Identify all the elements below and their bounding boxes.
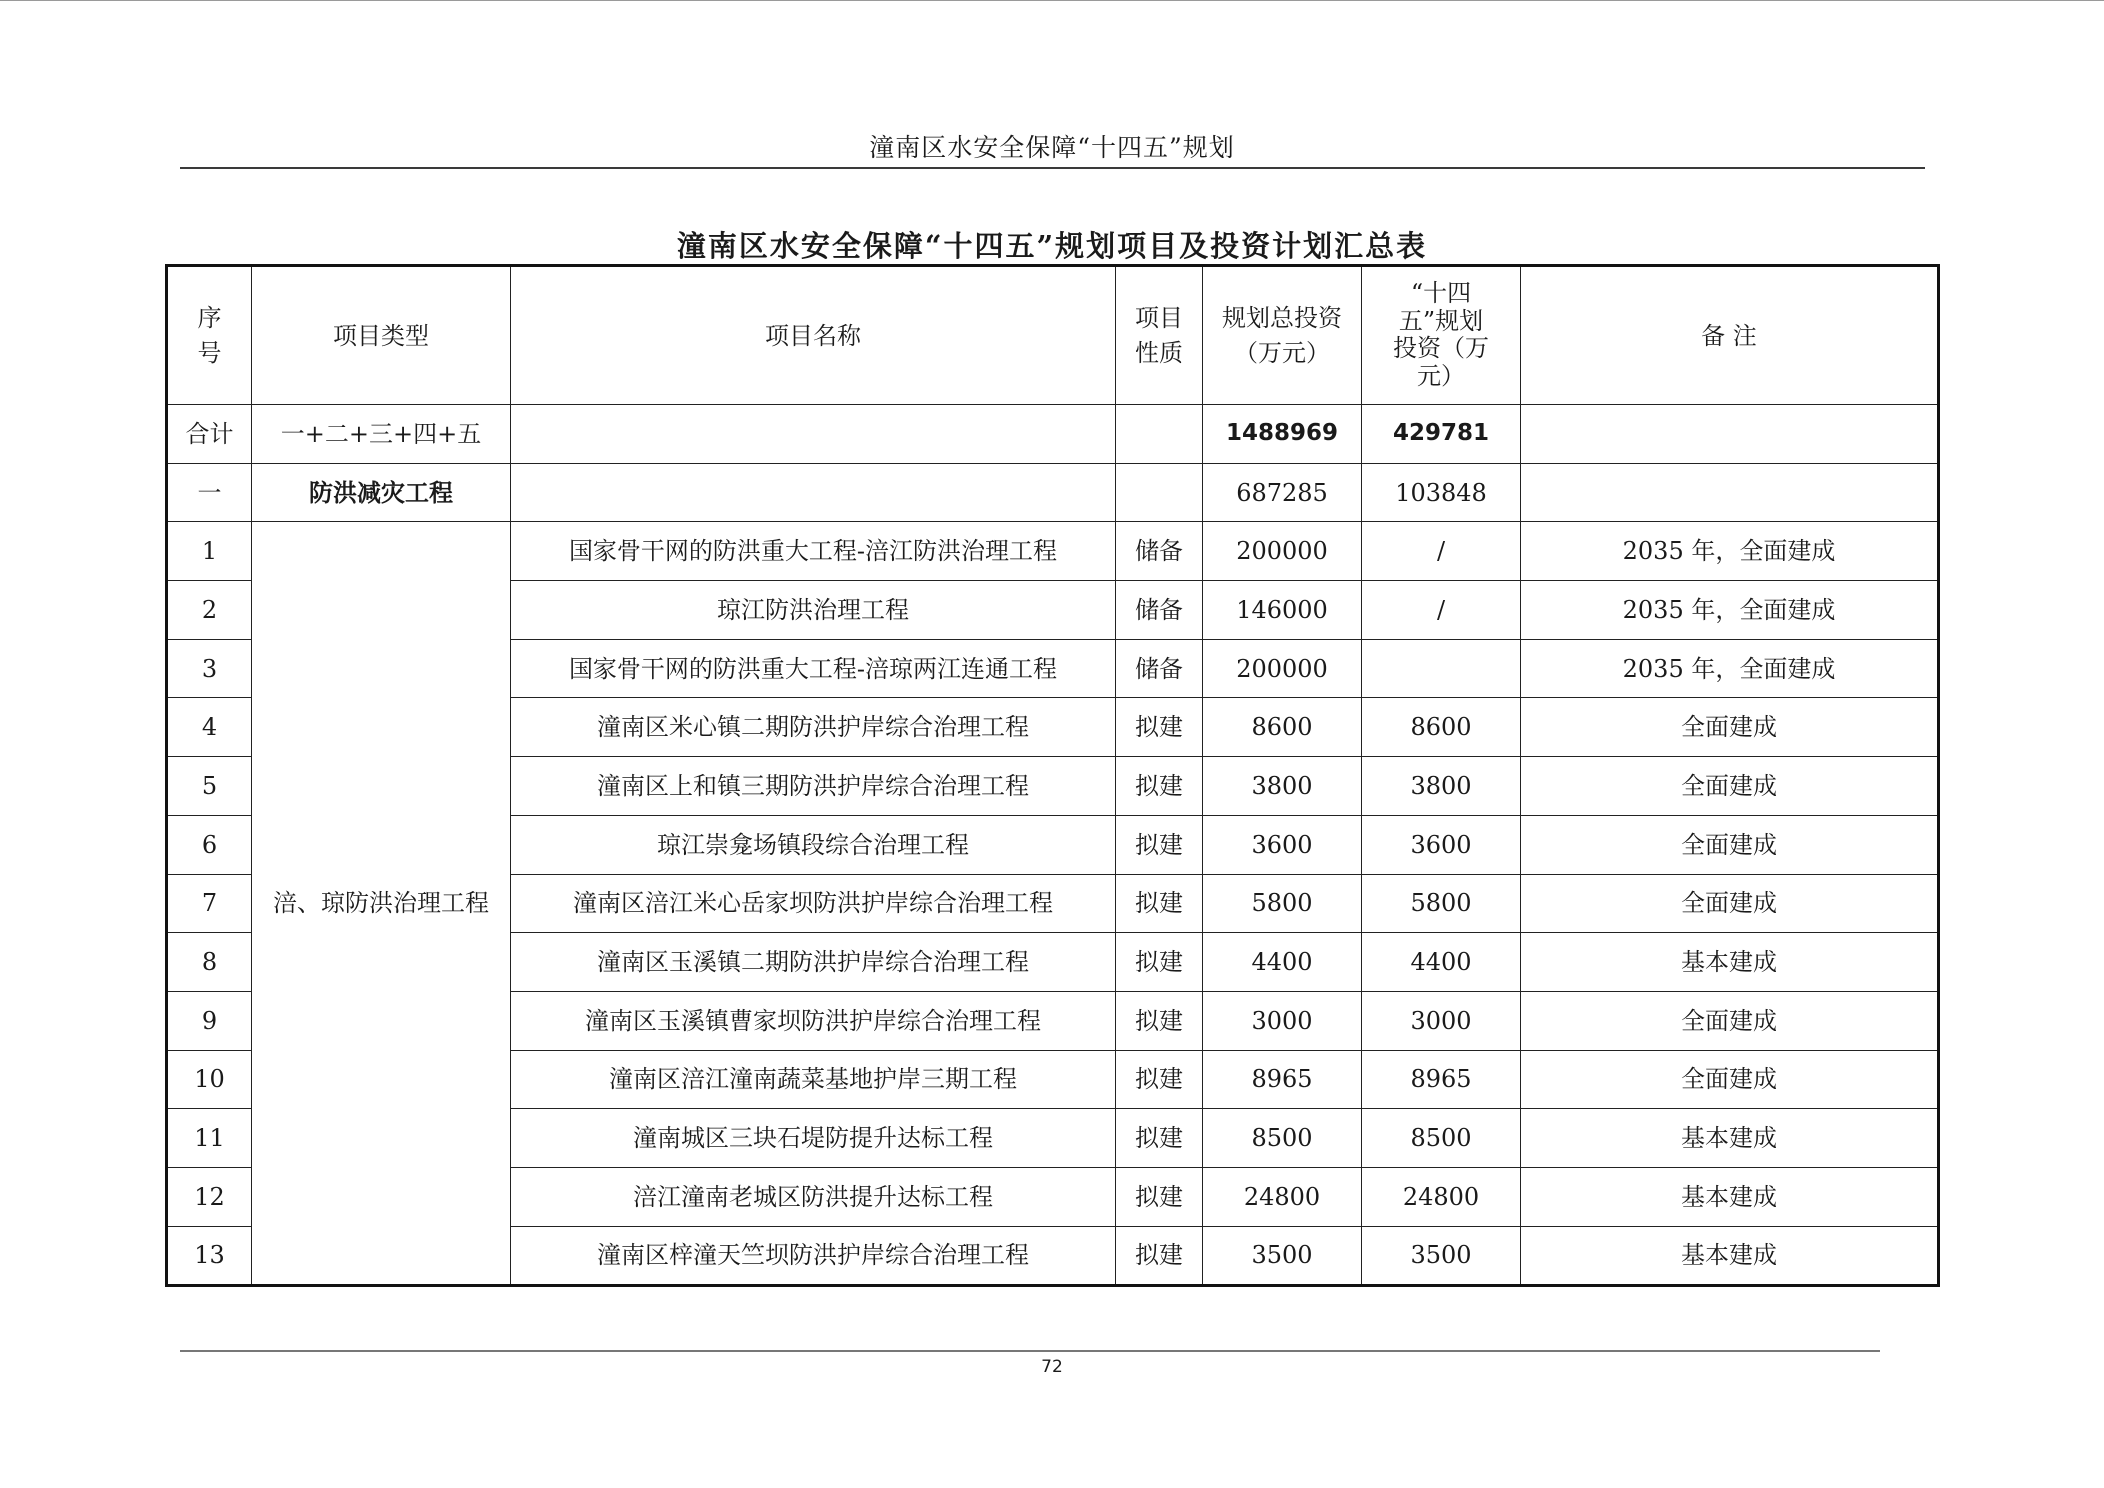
total-total-invest: 1488969: [1203, 405, 1362, 464]
row-nature: 拟建: [1116, 874, 1203, 933]
row-nature: 拟建: [1116, 1050, 1203, 1109]
row-project-name: 涪江潼南老城区防洪提升达标工程: [511, 1167, 1116, 1226]
row-seq: 2: [167, 581, 252, 640]
category-nature: [1116, 463, 1203, 522]
row-project-name: 潼南区涪江米心岳家坝防洪护岸综合治理工程: [511, 874, 1116, 933]
row-plan-invest: /: [1362, 522, 1521, 581]
row-total-invest: 8500: [1203, 1109, 1362, 1168]
row-seq: 6: [167, 815, 252, 874]
row-nature: 储备: [1116, 581, 1203, 640]
row-total-invest: 8600: [1203, 698, 1362, 757]
row-project-name: 潼南区上和镇三期防洪护岸综合治理工程: [511, 757, 1116, 816]
row-project-name: 国家骨干网的防洪重大工程-涪琼两江连通工程: [511, 639, 1116, 698]
row-plan-invest: 8500: [1362, 1109, 1521, 1168]
row-seq: 12: [167, 1167, 252, 1226]
row-remark: 全面建成: [1521, 991, 1939, 1050]
table-header-row: [167, 266, 1939, 405]
row-project-name: 潼南区玉溪镇曹家坝防洪护岸综合治理工程: [511, 991, 1116, 1050]
row-plan-invest: /: [1362, 581, 1521, 640]
row-total-invest: 3000: [1203, 991, 1362, 1050]
total-nature: [1116, 405, 1203, 464]
row-total-invest: 146000: [1203, 581, 1362, 640]
row-nature: 拟建: [1116, 1167, 1203, 1226]
row-remark: 全面建成: [1521, 874, 1939, 933]
row-total-invest: 200000: [1203, 522, 1362, 581]
row-plan-invest: 4400: [1362, 933, 1521, 992]
total-seq: 合计: [167, 405, 252, 464]
row-total-invest: 4400: [1203, 933, 1362, 992]
total-name: [511, 405, 1116, 464]
row-nature: 拟建: [1116, 815, 1203, 874]
row-project-name: 琼江崇龛场镇段综合治理工程: [511, 815, 1116, 874]
row-total-invest: 24800: [1203, 1167, 1362, 1226]
row-total-invest: 5800: [1203, 874, 1362, 933]
row-plan-invest: [1362, 639, 1521, 698]
row-project-name: 潼南城区三块石堤防提升达标工程: [511, 1109, 1116, 1168]
row-seq: 1: [167, 522, 252, 581]
investment-summary-table: [165, 264, 1940, 1287]
category-remark: [1521, 463, 1939, 522]
row-seq: 10: [167, 1050, 252, 1109]
row-seq: 13: [167, 1226, 252, 1286]
row-seq: 7: [167, 874, 252, 933]
total-row: [167, 405, 1939, 464]
row-project-name: 潼南区玉溪镇二期防洪护岸综合治理工程: [511, 933, 1116, 992]
row-project-name: 潼南区米心镇二期防洪护岸综合治理工程: [511, 698, 1116, 757]
row-remark: 全面建成: [1521, 757, 1939, 816]
row-total-invest: 8965: [1203, 1050, 1362, 1109]
row-project-name: 琼江防洪治理工程: [511, 581, 1116, 640]
running-header: 潼南区水安全保障“十四五”规划: [869, 133, 1235, 162]
row-remark: 基本建成: [1521, 933, 1939, 992]
row-nature: 拟建: [1116, 757, 1203, 816]
header-nature: 项目性质: [1116, 266, 1203, 405]
row-total-invest: 3600: [1203, 815, 1362, 874]
row-plan-invest: 24800: [1362, 1167, 1521, 1226]
row-plan-invest: 5800: [1362, 874, 1521, 933]
footer-rule: [180, 1350, 1880, 1352]
row-plan-invest: 3000: [1362, 991, 1521, 1050]
table-row: [167, 522, 1939, 581]
row-nature: 拟建: [1116, 933, 1203, 992]
header-remark: 备 注: [1521, 266, 1939, 405]
row-remark: 基本建成: [1521, 1109, 1939, 1168]
category-type: 防洪减灾工程: [252, 463, 511, 522]
row-project-name: 国家骨干网的防洪重大工程-涪江防洪治理工程: [511, 522, 1116, 581]
category-seq: 一: [167, 463, 252, 522]
total-plan-invest: 429781: [1362, 405, 1521, 464]
row-nature: 储备: [1116, 522, 1203, 581]
row-total-invest: 3800: [1203, 757, 1362, 816]
row-remark: 全面建成: [1521, 815, 1939, 874]
row-seq: 5: [167, 757, 252, 816]
category-row: [167, 463, 1939, 522]
row-plan-invest: 8965: [1362, 1050, 1521, 1109]
row-remark: 基本建成: [1521, 1226, 1939, 1286]
row-plan-invest: 3600: [1362, 815, 1521, 874]
total-remark: [1521, 405, 1939, 464]
group-type-cell: 涪、琼防洪治理工程: [252, 522, 511, 1286]
category-total-invest: 687285: [1203, 463, 1362, 522]
row-remark: 2035 年，全面建成: [1521, 581, 1939, 640]
row-seq: 9: [167, 991, 252, 1050]
row-remark: 2035 年，全面建成: [1521, 522, 1939, 581]
row-project-name: 潼南区涪江潼南蔬菜基地护岸三期工程: [511, 1050, 1116, 1109]
row-nature: 拟建: [1116, 1226, 1203, 1286]
header-seq: 序号: [167, 266, 252, 405]
total-type: 一+二+三+四+五: [252, 405, 511, 464]
header-total-invest: 规划总投资（万元）: [1203, 266, 1362, 405]
page-top-border: [0, 0, 2104, 1]
row-nature: 拟建: [1116, 698, 1203, 757]
row-seq: 4: [167, 698, 252, 757]
row-nature: 储备: [1116, 639, 1203, 698]
header-rule: [180, 167, 1925, 169]
category-name: [511, 463, 1116, 522]
row-project-name: 潼南区梓潼天竺坝防洪护岸综合治理工程: [511, 1226, 1116, 1286]
row-seq: 11: [167, 1109, 252, 1168]
header-type: 项目类型: [252, 266, 511, 405]
row-nature: 拟建: [1116, 1109, 1203, 1168]
row-plan-invest: 8600: [1362, 698, 1521, 757]
row-remark: 全面建成: [1521, 1050, 1939, 1109]
row-plan-invest: 3500: [1362, 1226, 1521, 1286]
row-remark: 基本建成: [1521, 1167, 1939, 1226]
row-nature: 拟建: [1116, 991, 1203, 1050]
row-total-invest: 200000: [1203, 639, 1362, 698]
header-plan-invest: “十四五”规划投资（万元）: [1362, 266, 1521, 405]
row-seq: 8: [167, 933, 252, 992]
category-plan-invest: 103848: [1362, 463, 1521, 522]
header-name: 项目名称: [511, 266, 1116, 405]
row-remark: 2035 年，全面建成: [1521, 639, 1939, 698]
page-number: 72: [1041, 1357, 1063, 1377]
row-remark: 全面建成: [1521, 698, 1939, 757]
row-seq: 3: [167, 639, 252, 698]
row-plan-invest: 3800: [1362, 757, 1521, 816]
table-title: 潼南区水安全保障“十四五”规划项目及投资计划汇总表: [676, 229, 1428, 263]
row-total-invest: 3500: [1203, 1226, 1362, 1286]
